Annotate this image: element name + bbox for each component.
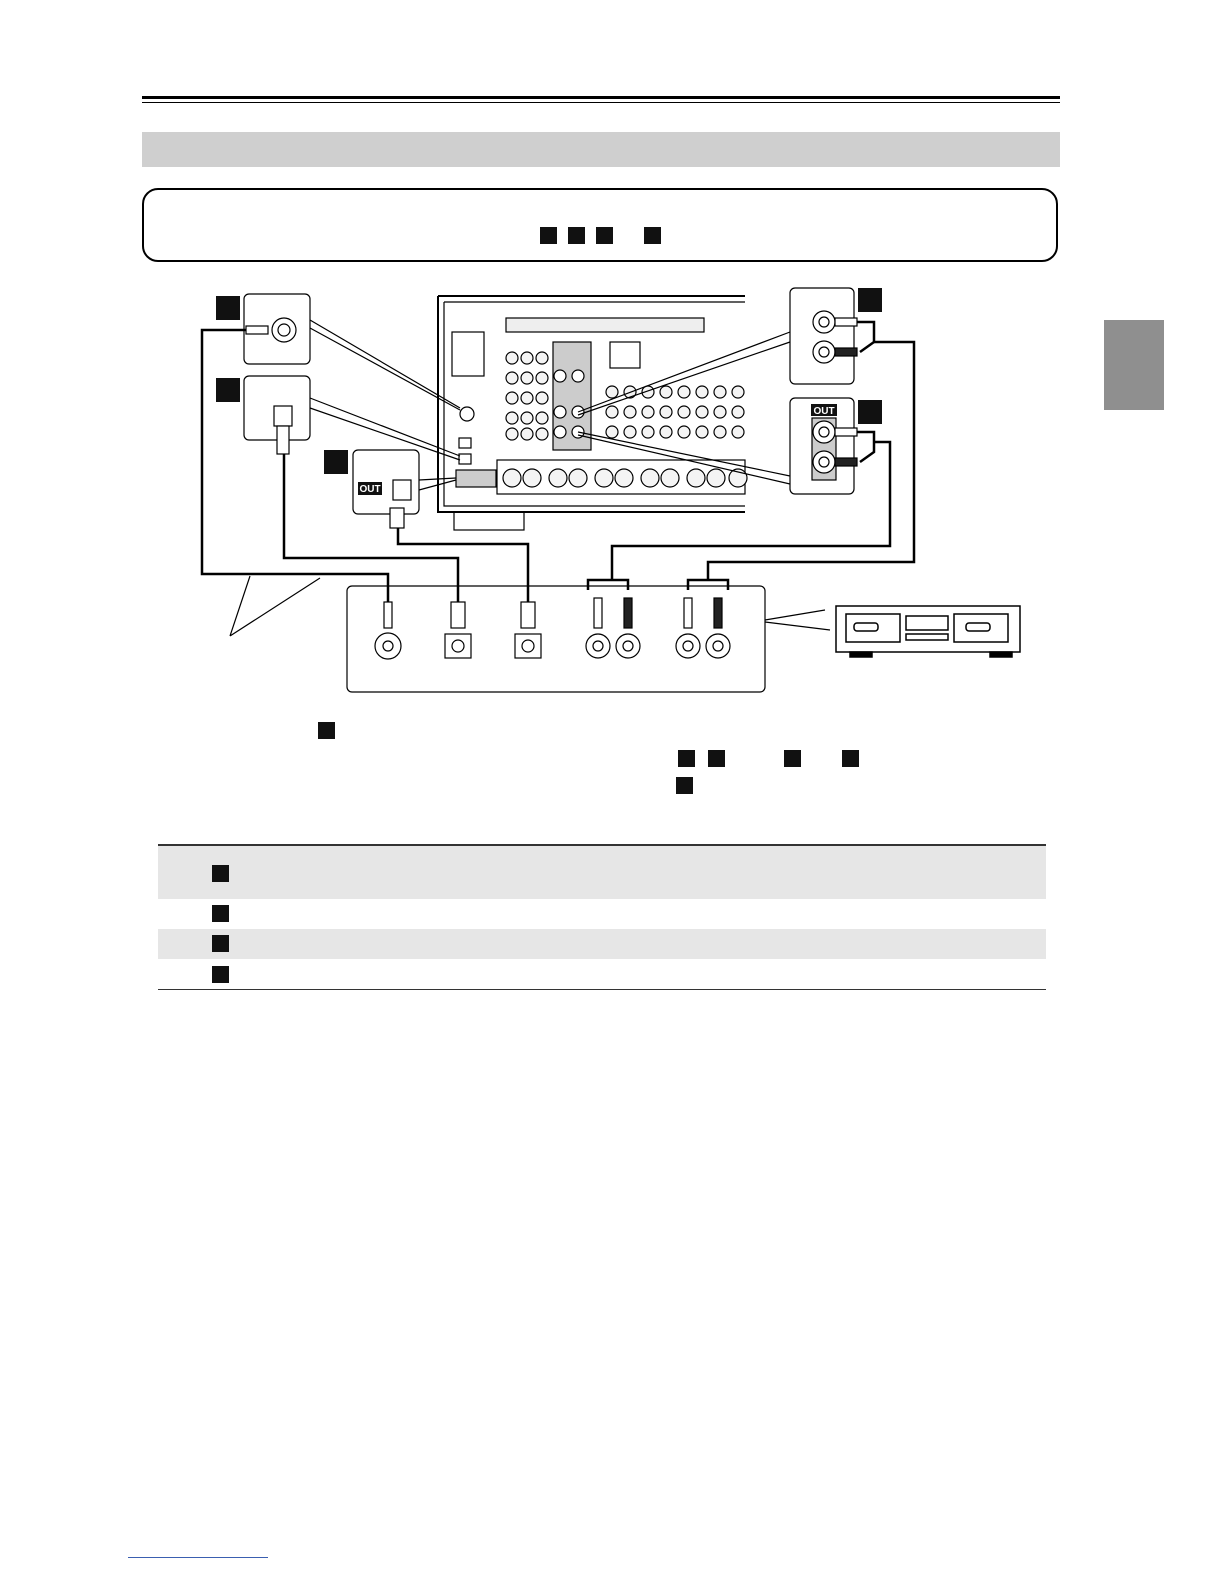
rca-out-label: OUT — [813, 406, 835, 417]
chapter-side-tab — [1104, 320, 1164, 410]
marker-square-icon — [212, 935, 229, 952]
marker-square-icon — [678, 750, 695, 767]
table-row — [158, 903, 1046, 925]
marker-square-icon — [540, 227, 557, 244]
marker-square-icon — [212, 905, 229, 922]
marker-square-icon — [644, 227, 661, 244]
marker-square-icon — [568, 227, 585, 244]
header-rule-thin — [142, 102, 1060, 103]
section-heading-band — [142, 132, 1060, 167]
av-receiver-rear-panel-icon — [438, 296, 747, 530]
note-box — [142, 188, 1058, 262]
header-rule-thick — [142, 96, 1060, 99]
table-row — [158, 846, 1046, 899]
marker-square-icon — [212, 966, 229, 983]
marker-square-icon — [676, 777, 693, 794]
table-row — [158, 963, 1046, 987]
connection-diagram — [160, 280, 1060, 710]
coaxial-out-label: OUT — [359, 484, 381, 495]
table-row — [158, 929, 1046, 959]
cassette-deck-icon — [836, 606, 1020, 657]
marker-square-icon — [318, 722, 335, 739]
marker-square-icon — [596, 227, 613, 244]
marker-square-icon — [842, 750, 859, 767]
marker-square-icon — [784, 750, 801, 767]
footer-link-underline[interactable] — [128, 1557, 268, 1558]
marker-square-icon — [708, 750, 725, 767]
marker-square-icon — [212, 865, 229, 882]
